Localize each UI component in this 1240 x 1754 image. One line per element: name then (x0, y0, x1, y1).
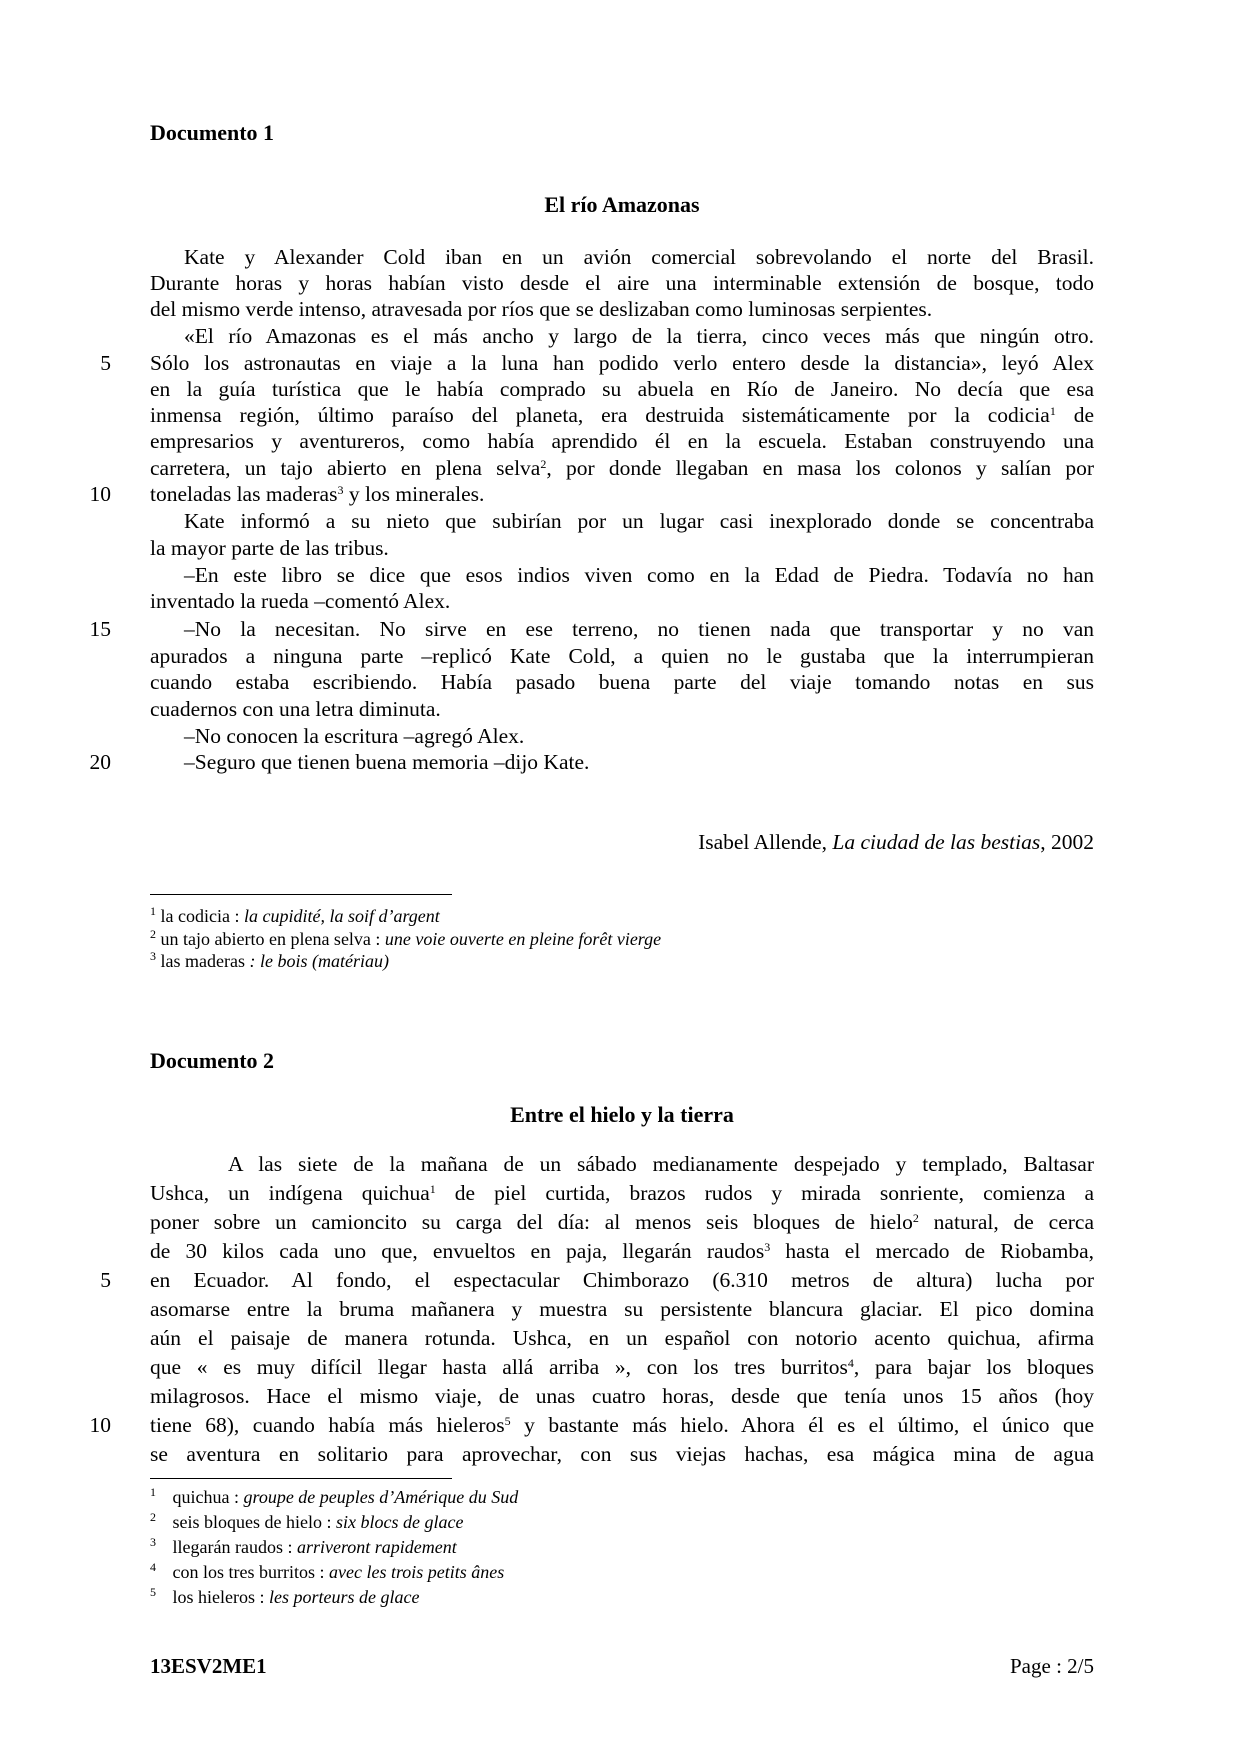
footnote-term: seis bloques de hielo : (172, 1512, 336, 1532)
doc1-line: –Seguro que tienen buena memoria –dijo Kate. (184, 750, 590, 774)
doc1-line: –En este libro se dice que esos indios viven como en la Edad de Piedra. Todavía no han (184, 563, 1094, 587)
doc1-line: Kate y Alexander Cold iban en un avión comercial sobrevolando el norte del Brasil. (184, 245, 1094, 269)
footnote-term: un tajo abierto en plena selva : (160, 929, 385, 949)
footnote-translation: arriveront rapidement (296, 1537, 457, 1557)
doc1-line (150, 402, 1094, 428)
text-span: de 30 kilos cada uno que, envueltos en paja, llegarán raudos (150, 1239, 765, 1263)
doc1-line: inventado la rueda –comentó Alex. (150, 589, 451, 613)
footnote: $^2$ seis bloques de hielo : six blocs de glace (150, 1510, 464, 1532)
footnote (150, 905, 440, 927)
footnote-ref: 1 (1049, 404, 1056, 418)
exam-code: 13ESV2ME1 (150, 1654, 267, 1678)
footnote-num: 1 (150, 904, 156, 918)
text-span: y los minerales. (343, 482, 485, 506)
doc2-line (150, 1180, 1094, 1206)
footnote-term: las maderas (160, 951, 250, 971)
doc1-line: Durante horas y horas habían visto desde el aire una interminable extensión de bosque, todo (150, 271, 1094, 295)
doc2-line: asomarse entre la bruma mañanera y muestra su persistente blancura glaciar. El pico domina (150, 1297, 1094, 1321)
doc2-heading: Documento 2 (150, 1048, 275, 1073)
doc1-line: la mayor parte de las tribus. (150, 536, 389, 560)
text-span: que « es muy difícil llegar hasta allá arriba », con los tres burritos (150, 1355, 848, 1379)
footnote-ref: 5 (504, 1414, 511, 1428)
text-span: , por donde llegaban en masa los colonos y salían por (546, 456, 1095, 480)
text-span: natural, de cerca (918, 1210, 1094, 1234)
text-span: , para bajar los bloques (853, 1355, 1094, 1379)
footnote: $^1$ quichua : groupe de peuples d’Amérique du Sud (150, 1485, 519, 1507)
doc2-line (150, 1238, 1094, 1264)
doc1-line: Sólo los astronautas en viaje a la luna han podido verlo entero desde la distancia», leyó Alex (150, 351, 1094, 375)
footnote: $^4$ con los tres burritos : avec les trois petits ânes (150, 1560, 505, 1582)
footnote-translation: avec les trois petits ânes (328, 1562, 505, 1582)
doc1-line (150, 481, 1094, 507)
footnote-translation: une voie ouverte en pleine forêt vierge (384, 929, 662, 949)
footnote-ref: 3 (764, 1240, 771, 1254)
doc2-line (150, 1354, 1094, 1380)
text-span: y bastante más hielo. Ahora él es el último, el único que (510, 1413, 1094, 1437)
doc1-line: cuando estaba escribiendo. Había pasado buena parte del viaje tomando notas en sus (150, 670, 1094, 694)
doc2-line: A las siete de la mañana de un sábado medianamente despejado y templado, Baltasar (228, 1152, 1094, 1176)
text-span: carretera, un tajo abierto en plena selva (150, 456, 541, 480)
line-number: 5 (100, 1268, 111, 1292)
line-number: 15 (89, 617, 111, 641)
footnote-num: 2 (150, 927, 156, 941)
doc2-line (150, 1412, 1094, 1438)
doc1-heading: Documento 1 (150, 120, 275, 145)
doc1-line: en la guía turística que le había comprado su abuela en Río de Janeiro. No decía que esa (150, 377, 1094, 401)
doc1-line: empresarios y aventureros, como había aprendido él en la escuela. Estaban construyendo una (150, 429, 1094, 453)
footnote: $^3$ llegarán raudos : arriveront rapidement (150, 1535, 457, 1557)
footnote (150, 928, 661, 950)
footnote (150, 950, 389, 972)
footnote-translation: groupe de peuples d’Amérique du Sud (243, 1487, 519, 1507)
doc1-line: cuadernos con una letra diminuta. (150, 697, 441, 721)
footnote-ref: 2 (912, 1211, 919, 1225)
text-span: tiene 68), cuando había más hieleros (150, 1413, 505, 1437)
line-number: 10 (89, 482, 111, 506)
footnote-divider (150, 894, 452, 895)
line-number: 20 (89, 750, 111, 774)
text-span: poner sobre un camioncito su carga del día: al menos seis bloques de hielo (150, 1210, 913, 1234)
text-span: de piel curtida, brazos rudos y mirada sonriente, comienza a (435, 1181, 1094, 1205)
footnote-translation: les porteurs de glace (269, 1587, 420, 1607)
footnote-ref: 3 (337, 483, 344, 497)
source-author: Isabel Allende, (698, 830, 833, 854)
line-number: 5 (100, 351, 111, 375)
source-year: , 2002 (1040, 830, 1094, 854)
doc1-title: El río Amazonas (544, 192, 700, 217)
footnote-term: llegarán raudos : (172, 1537, 297, 1557)
page-number: Page : 2/5 (1010, 1654, 1094, 1678)
line-number: 10 (89, 1413, 111, 1437)
doc1-line (150, 455, 1094, 481)
footnote-ref: 1 (429, 1182, 436, 1196)
footnote-term: la codicia : (160, 906, 244, 926)
footnote-ref: 4 (847, 1356, 854, 1370)
doc1-line: «El río Amazonas es el más ancho y largo de la tierra, cinco veces más que ningún otro. (184, 324, 1094, 348)
footnote: $^5$ los hieleros : les porteurs de glace (150, 1585, 420, 1607)
text-span: hasta el mercado de Riobamba, (770, 1239, 1094, 1263)
text-span: Ushca, un indígena quichua (150, 1181, 430, 1205)
text-span: toneladas las maderas (150, 482, 338, 506)
doc1-line: Kate informó a su nieto que subirían por un lugar casi inexplorado donde se concentraba (184, 509, 1094, 533)
doc2-title: Entre el hielo y la tierra (510, 1102, 734, 1127)
footnote-translation: six blocs de glace (335, 1512, 464, 1532)
doc2-line: aún el paisaje de manera rotunda. Ushca, en un español con notorio acento quichua, afirma (150, 1326, 1094, 1350)
footnote-term: con los tres burritos : (172, 1562, 329, 1582)
doc2-line (150, 1209, 1094, 1235)
doc1-line: –No conocen la escritura –agregó Alex. (184, 724, 525, 748)
source-book-title: La ciudad de las bestias (832, 830, 1041, 854)
doc2-line: se aventura en solitario para aprovechar, con sus viejas hachas, esa mágica mina de agua (150, 1442, 1094, 1466)
footnote-translation: : le bois (matériau) (249, 951, 389, 971)
footnote-num: 3 (150, 949, 156, 963)
text-span: inmensa región, último paraíso del planeta, era destruida sistemáticamente por la codicia (150, 403, 1050, 427)
doc2-line: milagrosos. Hace el mismo viaje, de unas cuatro horas, desde que tenía unos 15 años (hoy (150, 1384, 1094, 1408)
doc1-line: del mismo verde intenso, atravesada por ríos que se deslizaban como luminosas serpientes. (150, 297, 933, 321)
footnote-divider (150, 1478, 452, 1479)
doc1-line: apurados a ninguna parte –replicó Kate Cold, a quien no le gustaba que la interrumpieran (150, 644, 1094, 668)
doc1-source (150, 829, 1094, 855)
footnote-term: los hieleros : (172, 1587, 269, 1607)
footnote-ref: 2 (540, 457, 547, 471)
doc1-line: –No la necesitan. No sirve en ese terreno, no tienen nada que transportar y no van (184, 617, 1094, 641)
footnote-term: quichua : (172, 1487, 244, 1507)
doc2-line: en Ecuador. Al fondo, el espectacular Chimborazo (6.310 metros de altura) lucha por (150, 1268, 1094, 1292)
footnote-translation: la cupidité, la soif d’argent (243, 906, 440, 926)
text-span: de (1073, 403, 1094, 427)
